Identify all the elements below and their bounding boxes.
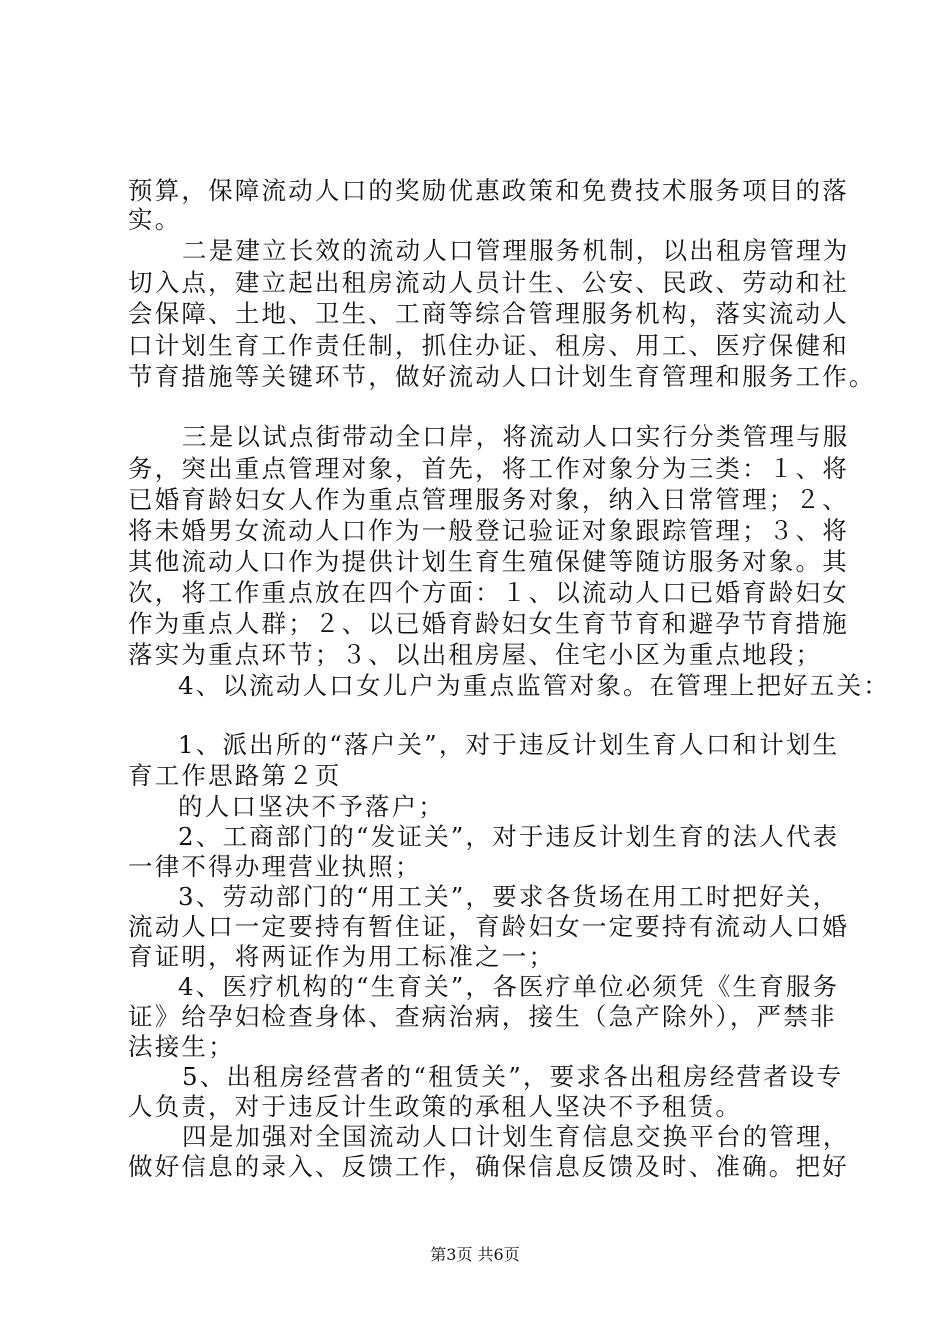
body-line: 2、工商部门的“发证关”，对于违反计划生育的法人代表	[178, 822, 840, 851]
body-line: 的人口坚决不予落户；	[178, 792, 445, 821]
body-line: 节育措施等关键环节，做好流动人口计划生育管理和服务工作。	[128, 362, 876, 391]
body-line: 4、医疗机构的“生育关”，各医疗单位必须凭《生育服务	[178, 972, 840, 1001]
body-line: 育工作思路第２页	[128, 761, 342, 790]
page-footer	[0, 1245, 950, 1265]
body-line: 其他流动人口作为提供计划生育生殖保健等随访服务对象。其	[128, 547, 849, 576]
body-line: 落实为重点环节；３、以出租房屋、住宅小区为重点地段；	[128, 640, 823, 669]
body-line: 法接生；	[128, 1032, 235, 1061]
body-line: 1、派出所的“落户关”，对于违反计划生育人口和计划生	[178, 730, 840, 759]
body-line: 育证明，将两证作为用工标准之一；	[128, 942, 556, 971]
body-line: 4、以流动人口女儿户为重点监管对象。在管理上把好五关：	[178, 671, 890, 700]
body-line: 做好信息的录入、反馈工作，确保信息反馈及时、准确。把好	[128, 1152, 849, 1181]
body-line: 预算，保障流动人口的奖励优惠政策和免费技术服务项目的落	[128, 176, 849, 205]
body-line: 四是加强对全国流动人口计划生育信息交换平台的管理，	[182, 1122, 850, 1151]
body-line: 会保障、土地、卫生、工商等综合管理服务机构，落实流动人	[128, 299, 849, 328]
body-line: 3、劳动部门的“用工关”，要求各货场在用工时把好关，	[178, 882, 840, 911]
body-line: 务，突出重点管理对象，首先，将工作对象分为三类：１、将	[128, 454, 849, 483]
body-line: 证》给孕妇检查身体、查病治病，接生（急产除外），严禁非	[128, 1002, 837, 1031]
body-line: 人负责，对于违反计生政策的承租人坚决不予租赁。	[128, 1092, 743, 1121]
body-line: 切入点，建立起出租房流动人员计生、公安、民政、劳动和社	[128, 268, 849, 297]
body-line: 实。	[128, 205, 182, 234]
body-line: 次，将工作重点放在四个方面：１、以流动人口已婚育龄妇女	[128, 578, 849, 607]
body-line: 三是以试点街带动全口岸，将流动人口实行分类管理与服	[182, 422, 850, 451]
body-line: 将未婚男女流动人口作为一般登记验证对象跟踪管理；３、将	[128, 516, 849, 545]
body-line: 口计划生育工作责任制，抓住办证、租房、用工、医疗保健和	[128, 331, 849, 360]
body-line: 流动人口一定要持有暂住证，育龄妇女一定要持有流动人口婚	[128, 912, 849, 941]
body-line: 5、出租房经营者的“租赁关”，要求各出租房经营者设专	[182, 1062, 844, 1091]
body-line: 作为重点人群；２、以已婚育龄妇女生育节育和避孕节育措施	[128, 609, 849, 638]
body-line: 已婚育龄妇女人作为重点管理服务对象，纳入日常管理；２、	[128, 485, 849, 514]
page-number-label: 第3页 共6页	[430, 1245, 520, 1264]
body-line: 一律不得办理营业执照；	[128, 852, 422, 881]
body-line: 二是建立长效的流动人口管理服务机制，以出租房管理为	[182, 236, 850, 265]
